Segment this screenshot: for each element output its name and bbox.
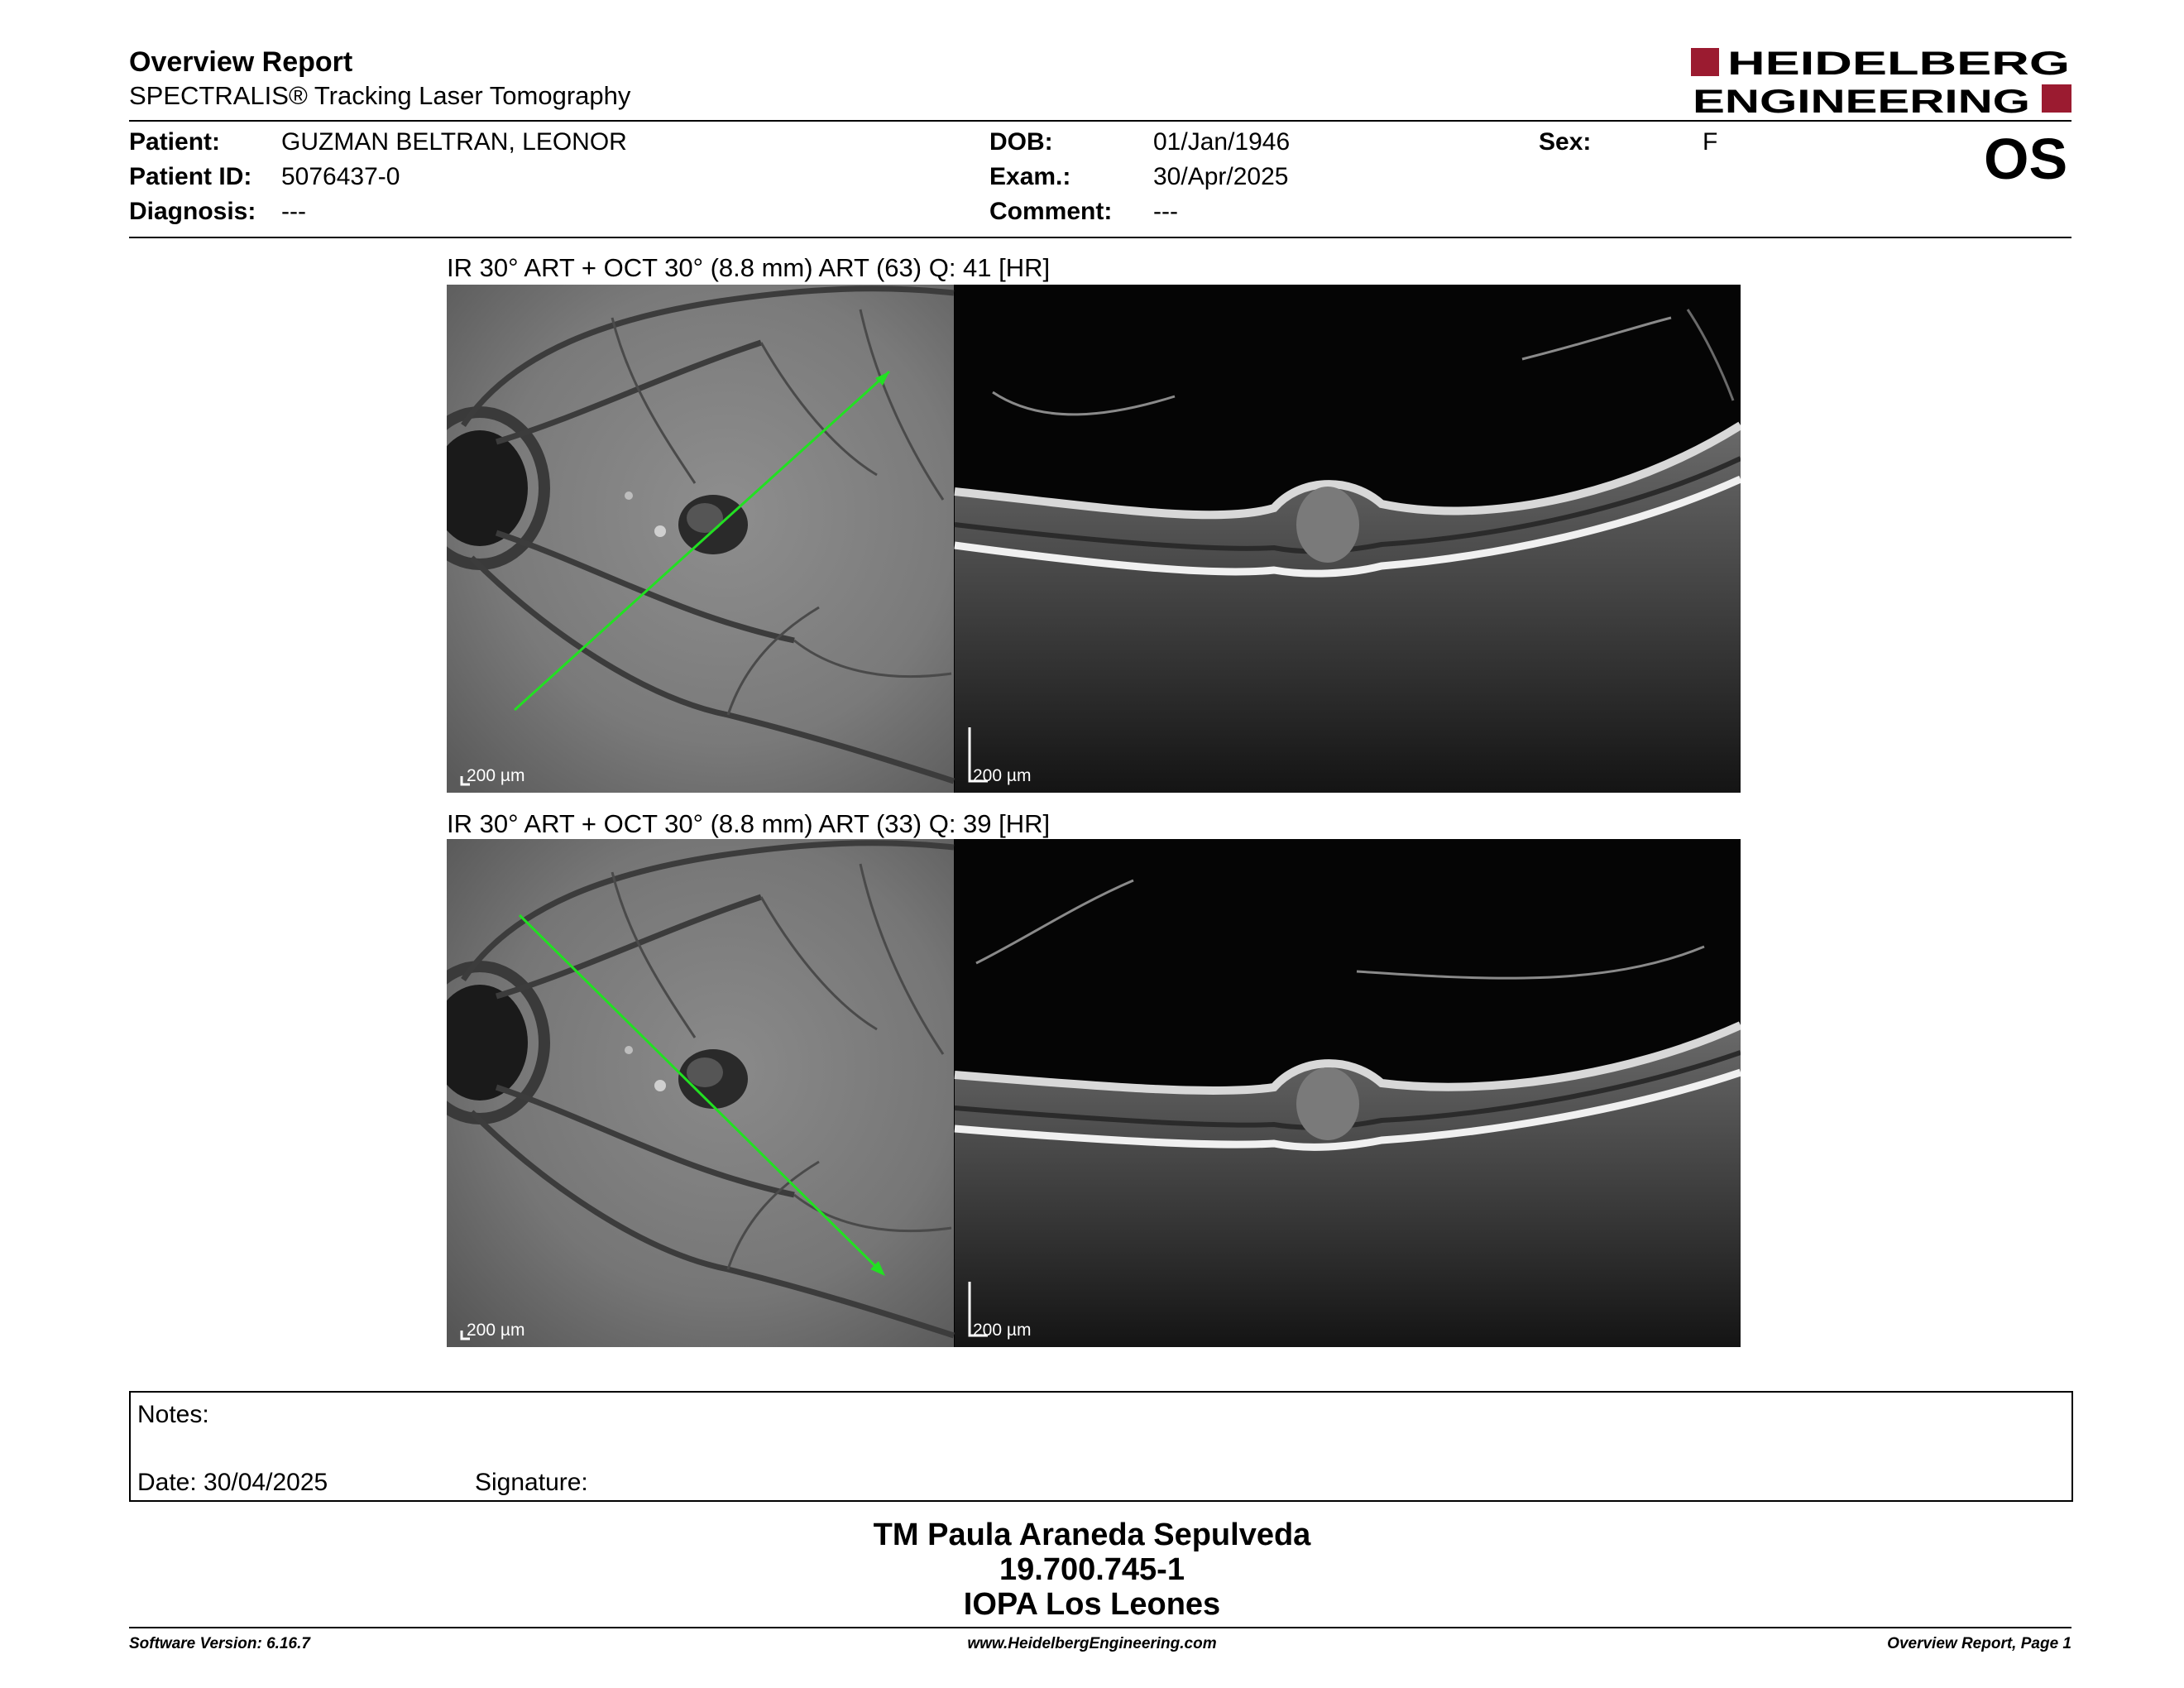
notes-box[interactable] xyxy=(129,1391,2073,1502)
logo-square-bottom xyxy=(2042,84,2071,113)
fundus-scale-label-2: 200 µm xyxy=(467,1321,525,1340)
signer-id: 19.700.745-1 xyxy=(999,1552,1185,1587)
diagnosis-value: --- xyxy=(281,198,306,225)
patient-id-label: Patient ID: xyxy=(129,163,252,190)
page-indicator: Overview Report, Page 1 xyxy=(1887,1635,2071,1652)
scan-row-2 xyxy=(447,839,1741,1347)
sex-label: Sex: xyxy=(1539,128,1592,156)
scan-title-2: IR 30° ART + OCT 30° (8.8 mm) ART (33) Q: 39 [HR] xyxy=(447,809,1051,838)
scan-title-1: IR 30° ART + OCT 30° (8.8 mm) ART (63) Q: 41 [HR] xyxy=(447,253,1051,282)
heidelberg-logo xyxy=(1691,46,2073,116)
dob-value: 01/Jan/1946 xyxy=(1153,128,1291,156)
date-label: Date: 30/04/2025 xyxy=(137,1469,328,1496)
oct-scale-label-2: 200 µm xyxy=(973,1321,1032,1340)
logo-square-top xyxy=(1691,48,1719,76)
signature-label: Signature: xyxy=(475,1469,588,1496)
fundus-image-1 xyxy=(447,285,954,793)
comment-label: Comment: xyxy=(989,198,1113,225)
notes-label: Notes: xyxy=(137,1401,209,1428)
exam-label: Exam.: xyxy=(989,163,1071,190)
eye-indicator: OS xyxy=(1984,127,2068,191)
signer-institution: IOPA Los Leones xyxy=(963,1587,1221,1622)
exam-value: 30/Apr/2025 xyxy=(1153,163,1289,190)
patient-divider xyxy=(129,237,2071,238)
oct-scale-label-1: 200 µm xyxy=(973,766,1032,785)
diagnosis-label: Diagnosis: xyxy=(129,198,256,225)
sex-value: F xyxy=(1703,128,1718,156)
signer-name: TM Paula Araneda Sepulveda xyxy=(873,1518,1311,1552)
comment-value: --- xyxy=(1153,198,1178,225)
footer-divider xyxy=(129,1627,2071,1628)
website-link[interactable]: www.HeidelbergEngineering.com xyxy=(967,1635,1217,1652)
patient-label: Patient: xyxy=(129,128,221,156)
patient-name: GUZMAN BELTRAN, LEONOR xyxy=(281,128,627,156)
fundus-scale-label-1: 200 µm xyxy=(467,766,525,785)
scan-row-1 xyxy=(447,285,1741,793)
patient-id-value: 5076437-0 xyxy=(281,163,400,190)
software-version: Software Version: 6.16.7 xyxy=(129,1635,310,1652)
oct-bscan-2 xyxy=(955,839,1741,1347)
report-subtitle: SPECTRALIS® Tracking Laser Tomography xyxy=(129,81,631,110)
oct-bscan-1 xyxy=(955,285,1741,793)
report-title: Overview Report xyxy=(129,46,353,78)
logo-line2: ENGINEERING xyxy=(1693,84,2030,116)
header-divider xyxy=(129,120,2071,122)
dob-label: DOB: xyxy=(989,128,1053,156)
logo-line1: HEIDELBERG xyxy=(1727,46,2070,82)
